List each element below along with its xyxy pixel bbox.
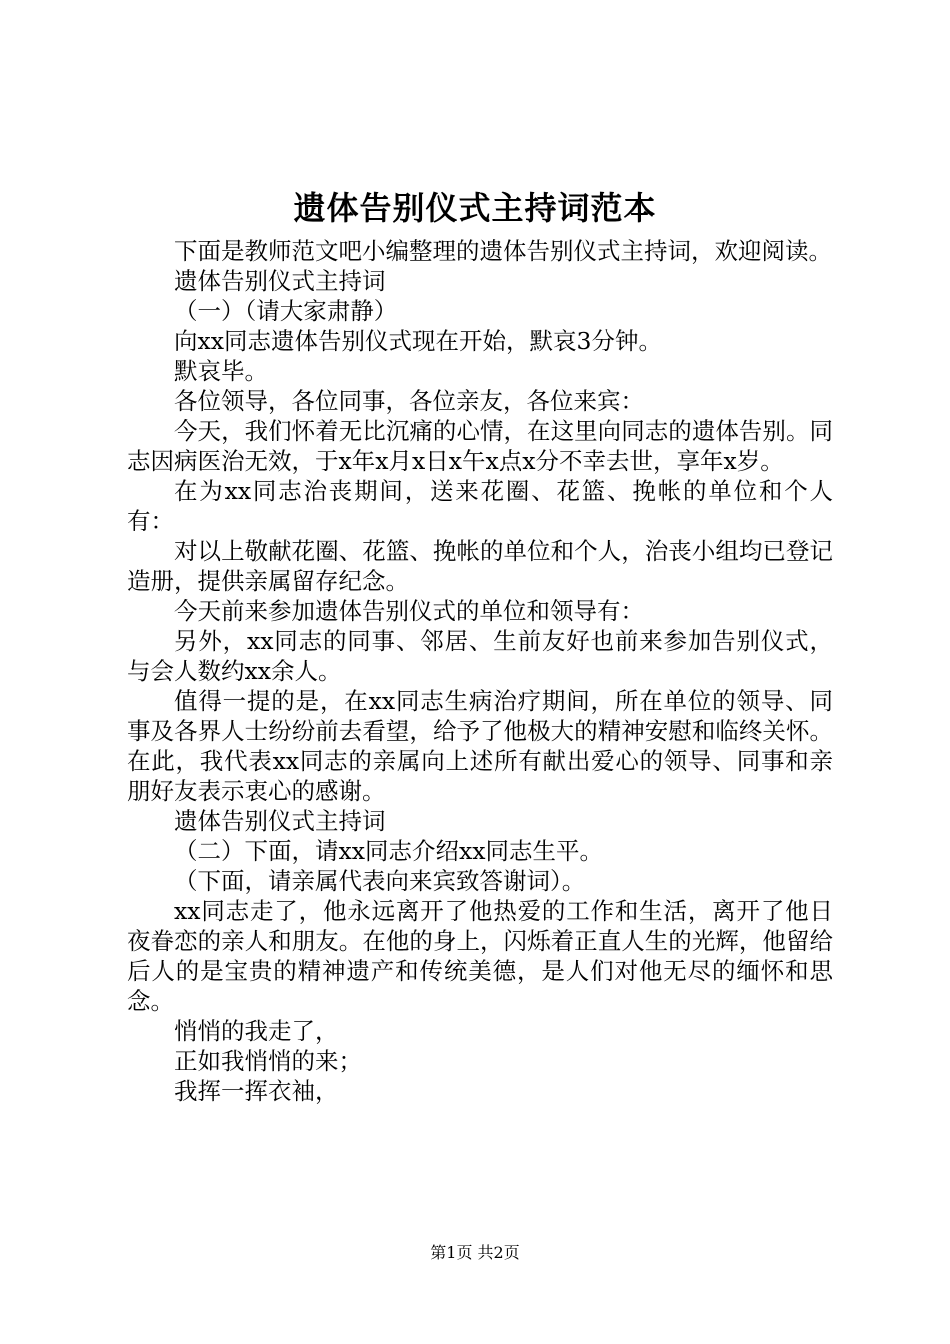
paragraph: 在为xx同志治丧期间，送来花圈、花篮、挽帐的单位和个人有： xyxy=(127,477,833,535)
page-footer: 第1页 共2页 xyxy=(430,1243,520,1262)
paragraph: （一）（请大家肃静） xyxy=(174,297,398,325)
paragraph: 值得一提的是，在xx同志生病治疗期间，所在单位的领导、同事及各界人士纷纷前去看望，给予了他极大的精神安慰和临终关怀。在此，我代表xx同志的亲属向上述所有献出爱心的领导、同事和亲朋好友表示衷心的感谢。 xyxy=(127,687,833,805)
paragraph: （下面，请亲属代表向来宾致答谢词）。 xyxy=(174,867,586,895)
paragraph: 默哀毕。 xyxy=(174,357,268,385)
paragraph: 悄悄的我走了， xyxy=(174,1017,339,1045)
paragraph: 向xx同志遗体告别仪式现在开始，默哀3分钟。 xyxy=(174,327,662,355)
paragraph: 另外，xx同志的同事、邻居、生前友好也前来参加告别仪式，与会人数约xx余人。 xyxy=(127,627,833,685)
paragraph: 我挥一挥衣袖， xyxy=(174,1077,339,1105)
paragraph: 今天，我们怀着无比沉痛的心情，在这里向同志的遗体告别。同志因病医治无效，于x年x月x日x午x点x分不幸去世，享年x岁。 xyxy=(127,417,833,475)
paragraph: 下面是教师范文吧小编整理的遗体告别仪式主持词，欢迎阅读。 xyxy=(174,237,832,265)
paragraph: 今天前来参加遗体告别仪式的单位和领导有： xyxy=(174,597,644,625)
paragraph: 各位领导，各位同事，各位亲友，各位来宾： xyxy=(174,387,644,415)
paragraph: 正如我悄悄的来； xyxy=(174,1047,362,1075)
paragraph: 遗体告别仪式主持词 xyxy=(174,267,386,295)
paragraph: 对以上敬献花圈、花篮、挽帐的单位和个人，治丧小组均已登记造册，提供亲属留存纪念。 xyxy=(127,537,833,595)
document-body xyxy=(127,236,833,1106)
paragraph: xx同志走了，他永远离开了他热爱的工作和生活，离开了他日夜眷恋的亲人和朋友。在他的身上，闪烁着正直人生的光辉，他留给后人的是宝贵的精神遗产和传统美德，是人们对他无尽的缅怀和思念。 xyxy=(127,897,833,1015)
paragraph: 遗体告别仪式主持词 xyxy=(174,807,386,835)
paragraph: （二）下面，请xx同志介绍xx同志生平。 xyxy=(174,837,604,865)
document-title: 遗体告别仪式主持词范本 xyxy=(293,189,657,227)
